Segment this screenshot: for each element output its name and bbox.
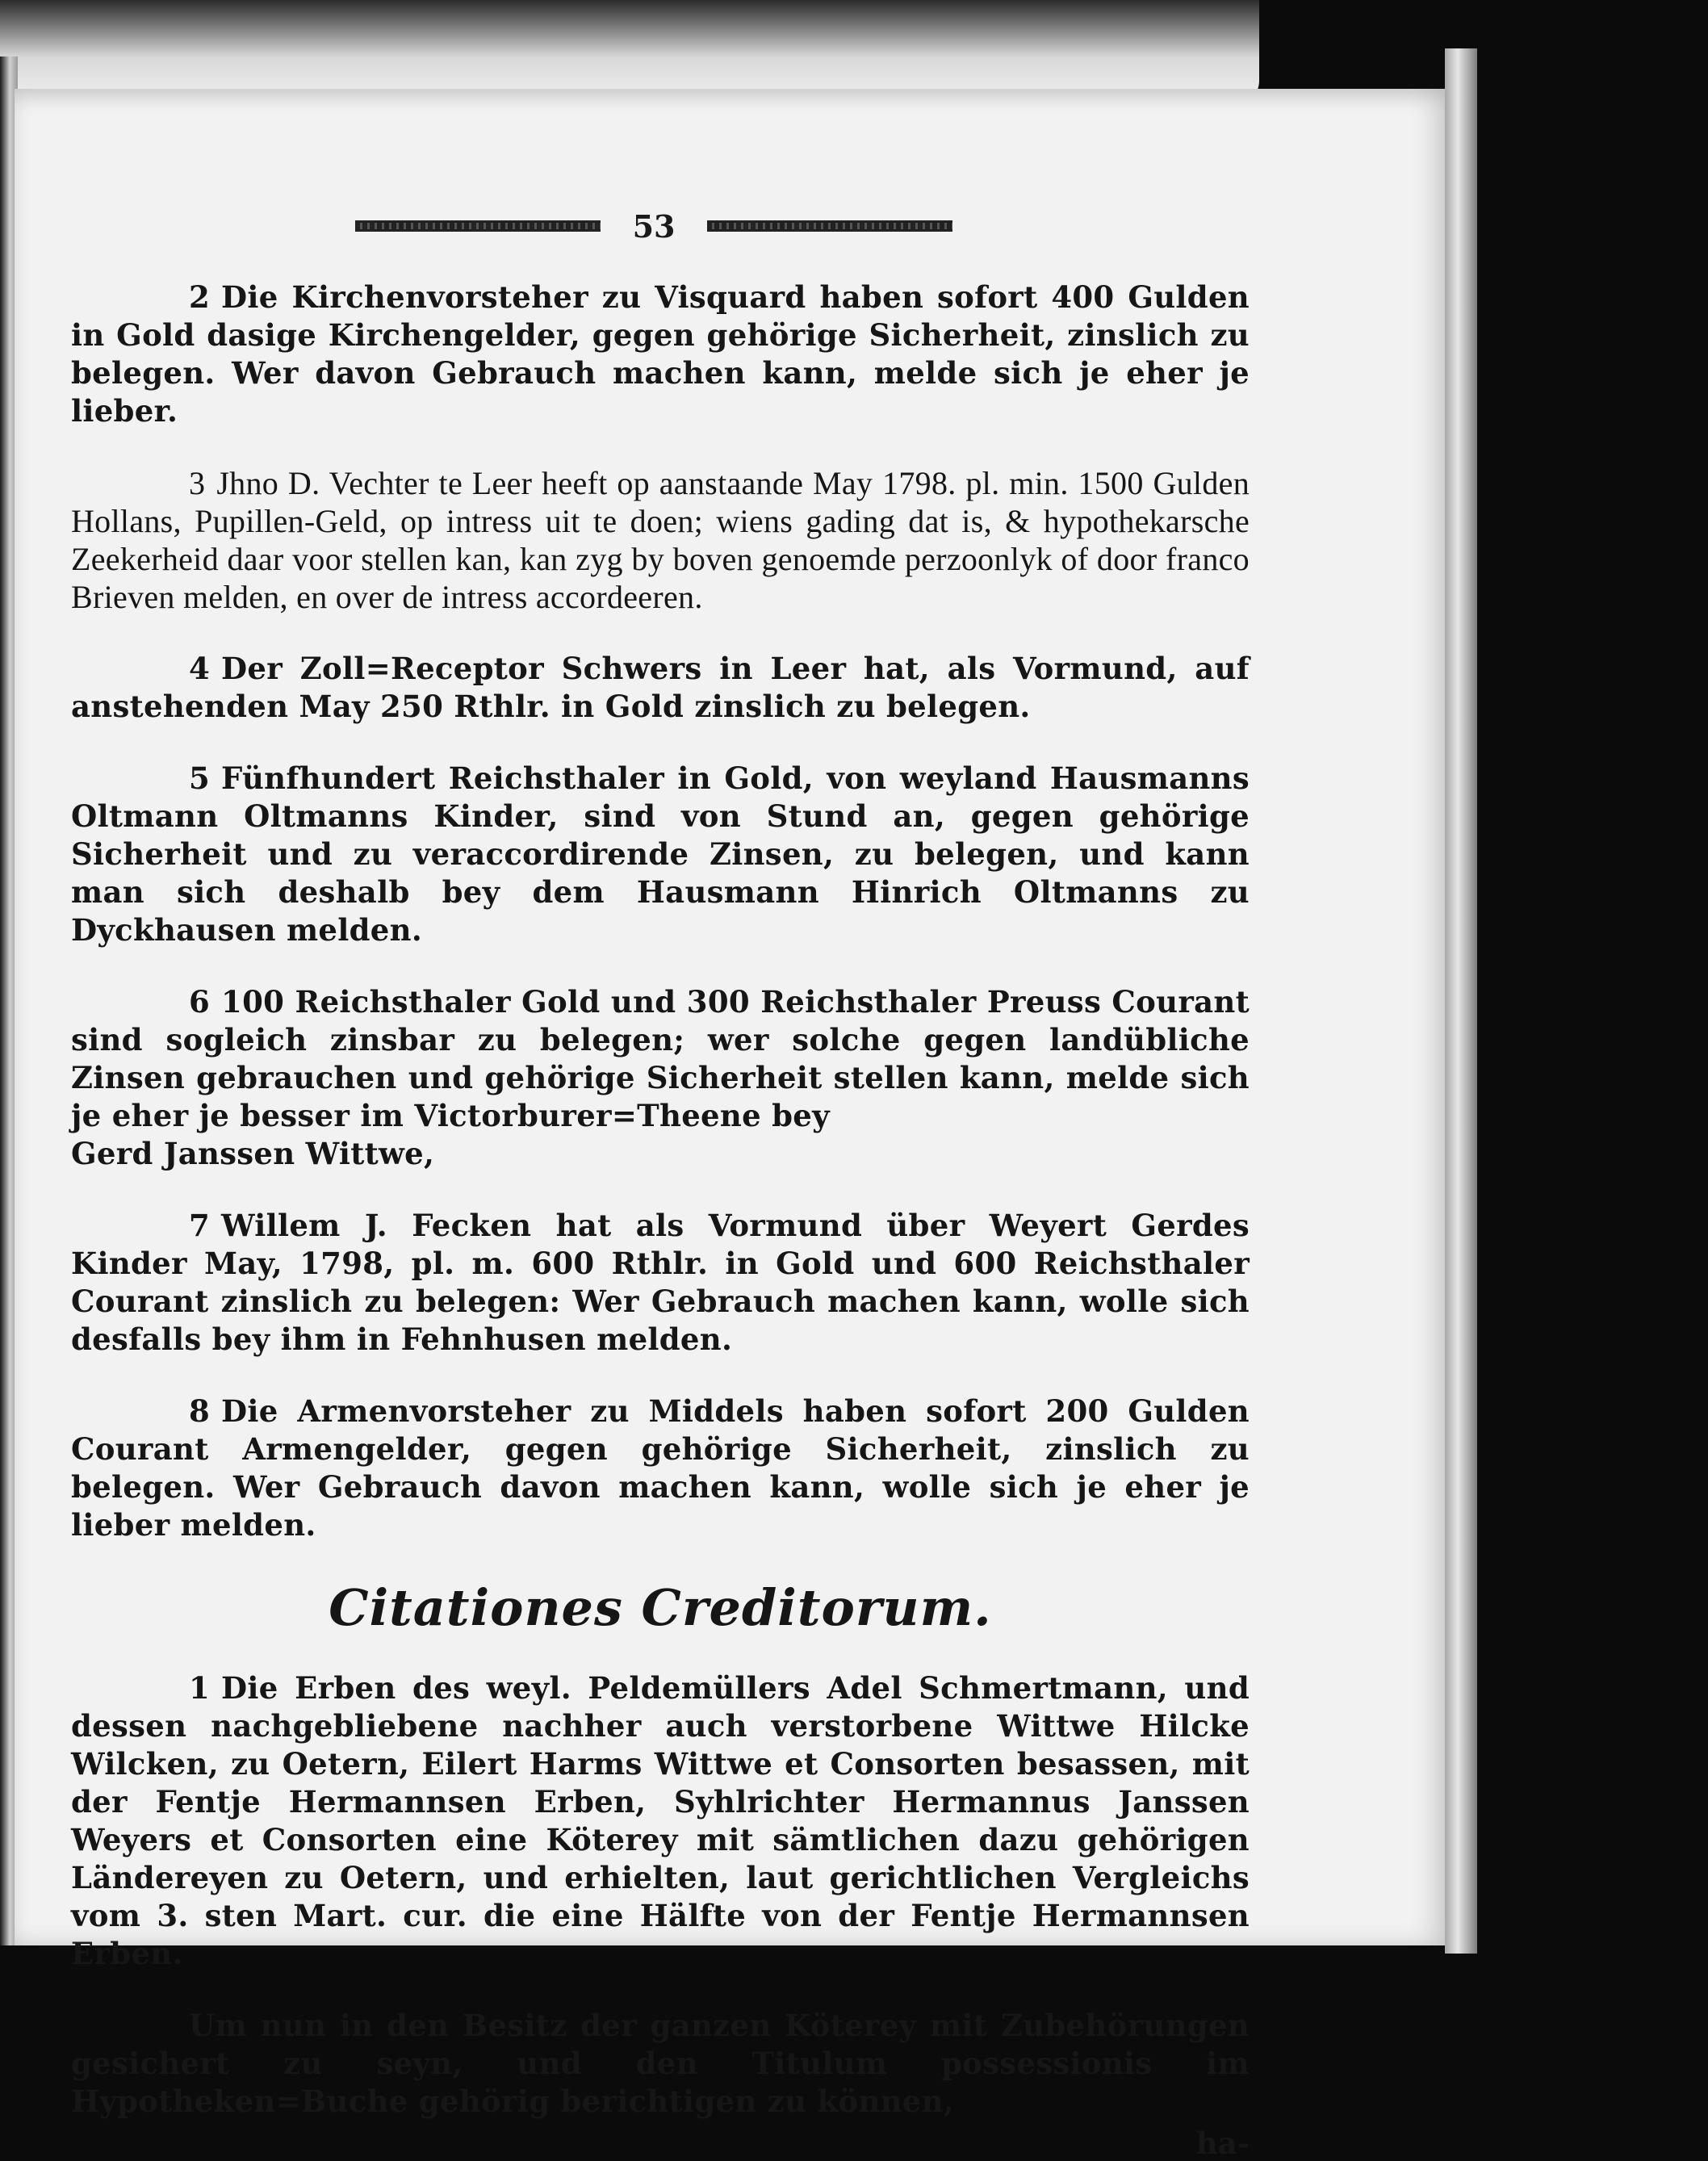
notice-text: Der Zoll=Receptor Schwers in Leer hat, als Vormund, auf anstehenden May 250 Rthlr. in Gold zinslich zu belegen. <box>71 651 1250 724</box>
page-header <box>355 206 952 246</box>
citation-number: 1 <box>189 1670 211 1706</box>
page-content <box>71 279 1250 2161</box>
page-right-edge <box>1445 48 1477 1954</box>
signature: Gerd Janssen Wittwe, <box>71 1136 435 1171</box>
notice-text: Die Armenvorsteher zu Middels haben sofort 200 Gulden Courant Armengelder, gegen gehörige Sicherheit, zinslich zu belegen. Wer Gebrauch davon machen kann, wolle sich je eher je lieber melden. <box>71 1393 1250 1543</box>
header-rule-left <box>355 220 601 232</box>
notice-5 <box>71 760 1250 949</box>
page-number: 53 <box>632 207 676 245</box>
citation-1 <box>71 1669 1250 1973</box>
citation-text: Um nun in den Besitz der ganzen Köterey mit Zubehörungen gesichert zu seyn, und den Titulum possessionis im Hypotheken=Buche gehörig berichtigen zu können, <box>71 2008 1250 2119</box>
header-rule-right <box>707 220 952 232</box>
notice-text: Die Kirchenvorsteher zu Visquard haben sofort 400 Gulden in Gold dasige Kirchengelder, gegen gehörige Sicherheit, zinslich zu belegen. Wer davon Gebrauch machen kann, melde sich je eher je lieber. <box>71 279 1250 429</box>
notice-2 <box>71 279 1250 430</box>
notice-text: Willem J. Fecken hat als Vormund über Weyert Gerdes Kinder May, 1798, pl. m. 600 Rthlr. in Gold und 600 Reichsthaler Courant zinslich zu belegen: Wer Gebrauch machen kann, wolle sich desfalls bey ihm in Fehnhusen melden. <box>71 1208 1250 1357</box>
notice-number: 5 <box>189 760 211 796</box>
notice-number: 2 <box>189 279 211 315</box>
citation-continuation <box>71 2007 1250 2121</box>
notice-text: 100 Reichsthaler Gold und 300 Reichsthaler Preuss Courant sind sogleich zinsbar zu belegen; wer solche gegen landübliche Zinsen gebrauchen und gehörige Sicherheit stellen kann, melde sich je eher je besser im Victorburer=Theene bey <box>71 984 1250 1133</box>
notice-number: 4 <box>189 651 211 686</box>
notice-number: 3 <box>189 465 206 501</box>
notice-8 <box>71 1393 1250 1544</box>
notice-6 <box>71 983 1250 1173</box>
notice-number: 7 <box>189 1208 211 1243</box>
notice-4 <box>71 650 1250 726</box>
notice-text: Fünfhundert Reichsthaler in Gold, von weyland Hausmanns Oltmann Oltmanns Kinder, sind von Stund an, gegen gehörige Sicherheit und zu veraccordirende Zinsen, zu belegen, und kann man sich deshalb bey dem Hausmann Hinrich Oltmanns zu Dyckhausen melden. <box>71 760 1250 948</box>
notice-number: 6 <box>189 984 211 1020</box>
section-title: Citationes Creditorum. <box>329 1578 992 1637</box>
catchword: ha- <box>1195 2125 1250 2161</box>
notice-text: Jhno D. Vechter te Leer heeft op aanstaande May 1798. pl. min. 1500 Gulden Hollans, Pupillen-Geld, op intress uit te doen; wiens gading dat is, & hypothekarsche Zeekerheid daar voor stellen kan, kan zyg by boven genoemde perzoonlyk of door franco Brieven melden, en over de intress accordeeren. <box>71 465 1250 615</box>
notice-3 <box>71 464 1250 616</box>
notice-number: 8 <box>189 1393 211 1429</box>
citation-text: Die Erben des weyl. Peldemüllers Adel Schmertmann, und dessen nachgebliebene nachher auch verstorbene Wittwe Hilcke Wilcken, zu Oetern, Eilert Harms Wittwe et Consorten besassen, mit der Fentje Hermannsen Erben, Syhlrichter Hermannus Janssen Weyers et Consorten eine Köterey mit sämtlichen dazu gehörigen Ländereyen zu Oetern, und erhielten, laut gerichtlichen Vergleichs vom 3. sten Mart. cur. die eine Hälfte von der Fentje Hermannsen Erben. <box>71 1670 1250 1971</box>
notice-7 <box>71 1207 1250 1359</box>
